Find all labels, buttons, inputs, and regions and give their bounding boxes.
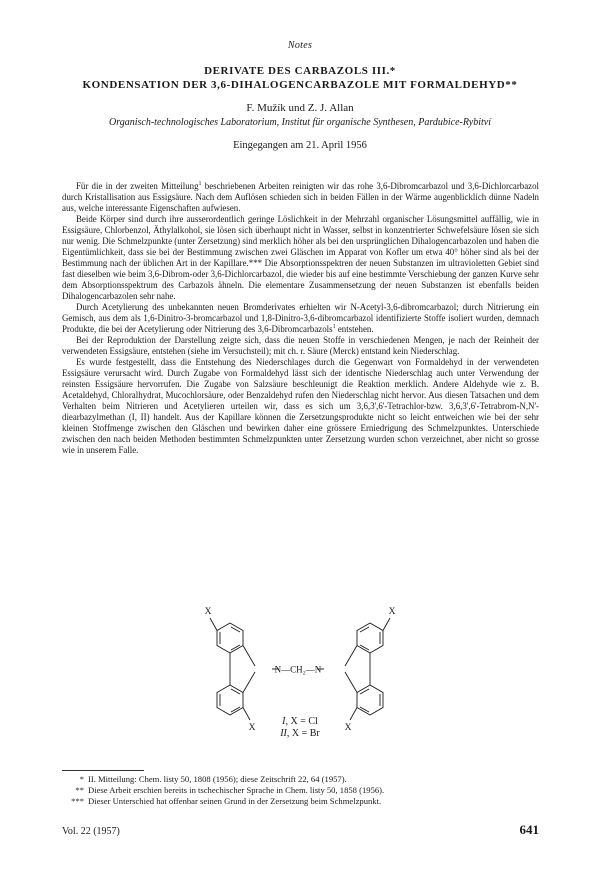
compound-legend [190, 716, 410, 740]
compound-1-number: I [282, 716, 286, 727]
paragraph-1 [62, 181, 539, 214]
article-body [62, 181, 539, 456]
left-bottom-benzene-ring [217, 685, 243, 715]
substituent-x-bottom-left: X [248, 723, 256, 733]
page-number: 641 [519, 822, 539, 837]
right-bottom-benzene-ring [357, 685, 383, 715]
compound-2-label [190, 728, 410, 740]
substituent-x-bottom-right: X [344, 723, 352, 733]
footnotes [62, 774, 539, 807]
reference-1-repeat: 1 [332, 324, 336, 331]
paragraph-3-text-b: entstehen. [335, 324, 374, 334]
volume-info: Vol. 22 (1957) [62, 826, 120, 837]
article-title-line-1: DERIVATE DES CARBAZOLS III.* [204, 65, 396, 77]
substituent-x-top-right: X [388, 607, 396, 617]
compound-2-text: , X = Br [286, 728, 320, 739]
right-top-benzene-ring [357, 623, 383, 653]
affiliation: Organisch-technologisches Laboratorium, Institut für organische Synthesen, Pardubice-Rybitví [109, 117, 491, 128]
footnote [62, 796, 539, 807]
paragraph-4: Bei der Reproduktion der Darstellung zeigte sich, dass die neuen Stoffe in verschiedenen Mengen, je nach der Reinheit der verwendeten Essigsäure, entstehen (siehe im Versuchsteil); mit ch. r. Säure (Merck) entstand kein Niederschlag. [62, 335, 539, 356]
paragraph-3 [62, 302, 539, 335]
paragraph-3-text-a: Durch Acetylierung des unbekannten neuen Bromderivates erhielten wir N-Acetyl-3,6-dibromcarbazol; durch Nitrierung ein Gemisch, aus dem als 1,6-Dinitro-3-bromcarbazol und 1,8-Dinitro-3,6-dibromcarbazol identifizierte Stoffe isoliert wurden, demnach Produkte, die bei der Acetylierung oder Nitrierung des 3,6-Dibromcarbazols [62, 302, 539, 334]
footnote [62, 774, 539, 785]
substituent-x-top-left: X [204, 607, 212, 617]
left-top-benzene-ring [217, 623, 243, 653]
footnote-mark: * [79, 774, 84, 784]
running-head: Notes [287, 40, 313, 51]
methylene-bridge-label: N—CH₂—N [274, 664, 322, 675]
compound-1-label [190, 716, 410, 728]
paragraph-5: Es wurde festgestellt, dass die Entstehung des Niederschlages durch die Gegenwart von Formaldehyd in der verwendeten Essigsäure verursacht wird. Durch Zugabe von Formaldehyd lässt sich der identische Niederschlag auch unter Verwendung der reinsten Essigsäure hervorrufen. Die Zugabe von Salzsäure beschleunigt die Reaktion merklich. Andere Aldehyde wie z. B. Acetaldehyd, Chloralhydrat, Mucochlorsäure, oder Benzaldehyd rufen den Niederschlag nicht hervor. Aus diesen Tatsachen und dem Verhalten beim Nitrieren und Acetylieren urteilen wir, dass es sich um 3,6,3',6'-Tetrachlor-bzw. 3,6,3',6'-Tetrabrom-N,N'-diearbazylmethan (I, II) handelt. Aus der Kapillare können die Zersetzungsprodukte nicht so leicht entweichen wie bei der sehr kleinen Stoffmenge zwischen den Gläschen und bewirken daher eine grössere Erniedrigung des Schmelzpunktes. Unterschiede zwischen den nach beiden Methoden bestimmten Schmelzpunkten unter Zersetzung wurden schon verzeichnet, aber nicht so grosse wie in unserem Falle. [62, 357, 539, 455]
paragraph-2: Beide Körper sind durch ihre ausserordentlich geringe Löslichkeit in der Mehrzahl organischer Lösungsmittel auffällig, wie in Essigsäure, Chlorbenzol, Äthylalkohol, sie lösen sich überhaupt nicht in Wasser, selbst in konzentrierter Schwefelsäure lösen sie sich nur wenig. Die Schmelzpunkte (unter Zersetzung) sind merklich höher als bei den ursprünglichen Dihalogencarbazolen und haben die Eigentümlichkeit, dass sie bei der Bestimmung zwischen zwei Gläschen im Apparat von Kofler um etwa 40° höher sind als bei der Bestimmung nach der üblichen Art in der Kapillare.*** Die Absorptionsspektren der neuen Substanzen im ultravioletten Gebiet sind fast dieselben wie beim 3,6-Dibrom-oder 3,6-Dichlorcarbazol, die wieder bis auf eine bestimmte Verschiebung der ganzen Kurve sehr dem Absorptionsspektrum des Carbazols ähneln. Die elementare Zusammensetzung der neuen Substanzen ist ebenfalls beiden Dihalogencarbazolen sehr nahe. [62, 214, 539, 301]
footnote-text: Diese Arbeit erschien bereits in tschechischer Sprache in Chem. listy 50, 1858 (1956). [88, 785, 385, 795]
footnote-text: II. Mitteilung: Chem. listy 50, 1808 (1956); diese Zeitschrift 22, 64 (1957). [88, 774, 347, 784]
compound-1-text: , X = Cl [285, 716, 318, 727]
footnote-mark: ** [75, 785, 84, 795]
footnote-divider [62, 770, 144, 771]
footnote [62, 785, 539, 796]
authors: F. Mužík und Z. J. Allan [246, 102, 354, 114]
paragraph-1-text-a: Für die in der zweiten Mitteilung [76, 181, 199, 191]
compound-2-number: II [280, 728, 287, 739]
title-block [40, 64, 560, 152]
reference-1: 1 [198, 181, 202, 188]
footnote-text: Dieser Unterschied hat offenbar seinen Grund in der Zersetzung beim Schmelzpunkt. [88, 796, 382, 806]
page-footer [62, 822, 539, 838]
article-title-line-2: KONDENSATION DER 3,6-DIHALOGENCARBAZOLE MIT FORMALDEHYD** [82, 79, 518, 91]
paragraph-1-text-b: beschriebenen Arbeiten reinigten wir das rohe 3,6-Dibromcarbazol und 3,6-Dichlorcarbazol durch Kristallisation aus Essigsäure. Nach dem Auflösen schieden sich in beiden Fällen in der Wärme augenblicklich dünne Nadeln aus, welche interessante Eigenschaften aufwiesen. [62, 181, 539, 213]
received-date: Eingegangen am 21. April 1956 [233, 140, 367, 151]
footnote-mark: *** [71, 796, 84, 806]
